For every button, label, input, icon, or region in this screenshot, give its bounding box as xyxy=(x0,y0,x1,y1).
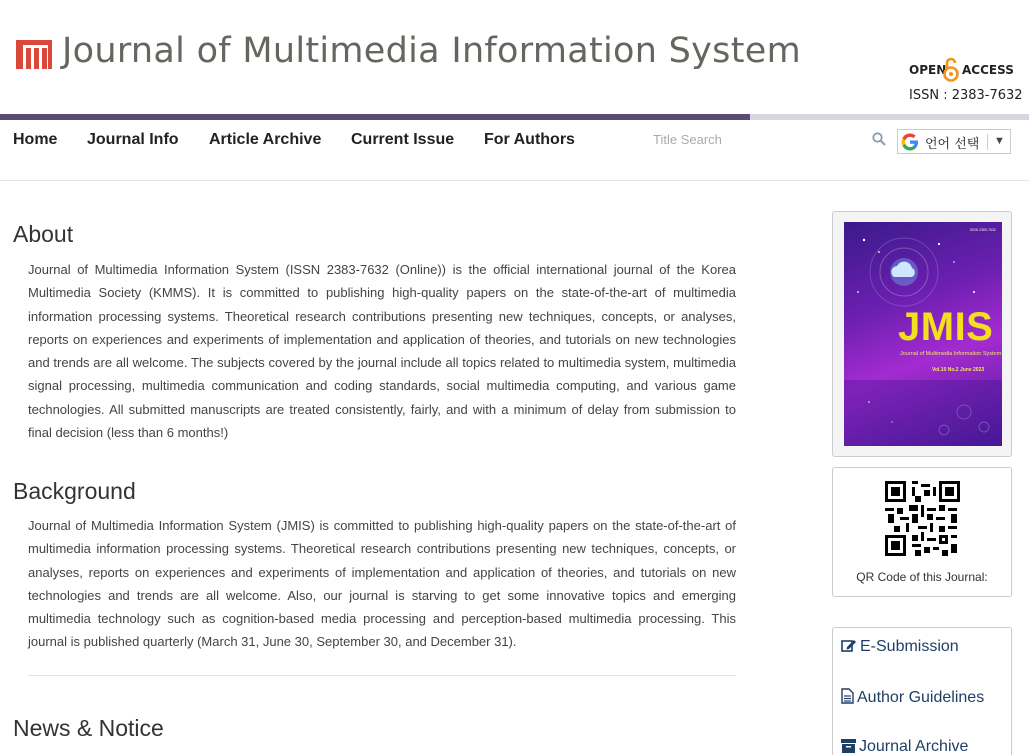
cover-subtitle: Journal of Multimedia Information System xyxy=(900,351,1002,357)
google-icon xyxy=(901,133,919,151)
nav-current-issue[interactable]: Current Issue xyxy=(351,131,455,148)
main-nav xyxy=(0,120,1029,181)
language-select-label: 언어 선택 xyxy=(925,137,980,152)
nav-article-archive[interactable]: Article Archive xyxy=(209,131,322,148)
open-access-badge xyxy=(909,57,1019,83)
open-access-right: ACCESS xyxy=(962,63,1014,77)
search-icon[interactable] xyxy=(872,132,886,146)
journal-cover-box[interactable] xyxy=(832,211,1012,457)
quick-links-box xyxy=(832,627,1012,755)
open-access-lock-icon xyxy=(942,57,960,82)
journal-cover-image[interactable] xyxy=(844,222,1002,446)
about-text: Journal of Multimedia Information System (ISSN 2383-7632 (Online)) is the official international journal of the Korea Multimedia Society (KMMS). It is committed to publishing high-quality papers on the state-of-the-art of multimedia information processing systems. Theoretical research contributions presenting new techniques, concepts, or analyses, reports on experiences and experiments of implementation and application of theories, and tutorials on new technologies and trends are all welcome. The subjects covered by the journal include all topics related to multimedia system, multimedia signal processing, multimedia communication and coding standards, social multimedia computing, and various game technologies. All submitted manuscripts are treated consistently, fairly, and with a minimum of delay from submission to final decision (less than 6 months!) xyxy=(28,262,736,441)
nav-journal-info[interactable]: Journal Info xyxy=(87,131,179,148)
edit-icon xyxy=(841,638,857,653)
journal-archive-label: Journal Archive xyxy=(859,738,969,755)
archive-icon xyxy=(841,739,856,753)
journal-title[interactable]: Journal of Multimedia Information System xyxy=(62,31,801,71)
jmis-logo-icon[interactable] xyxy=(16,40,52,69)
qr-code-box xyxy=(832,467,1012,597)
background-text: Journal of Multimedia Information System (JMIS) is committed to publishing high-quality papers on the state-of-the-art of multimedia information processing systems. Theoretical research contributions presenting new techniques, concepts, or analyses, reports on experiences and experiments of implementation and application of theories, and tutorials on new technologies and trends are all welcome. Also, our journal is starving to get some innovative topics and emerging multimedia technology such as cognition-based media processing and perception-based multimedia processing. This journal is published quarterly (March 31, June 30, September 30, and December 31). xyxy=(28,518,736,650)
language-select[interactable] xyxy=(897,129,1011,154)
open-access-left: OPEN xyxy=(909,63,947,77)
content-divider xyxy=(28,675,736,676)
nav-for-authors[interactable]: For Authors xyxy=(484,131,575,148)
file-icon xyxy=(841,688,854,704)
title-search-input[interactable] xyxy=(645,126,870,152)
author-guidelines-link[interactable] xyxy=(841,688,984,707)
about-heading: About xyxy=(13,221,74,247)
e-submission-label: E-Submission xyxy=(860,638,959,655)
cover-volume: Vol.10 No.2 June 2023 xyxy=(932,367,985,373)
caret-down-icon: ▼ xyxy=(994,135,1005,147)
nav-home[interactable]: Home xyxy=(13,131,58,148)
cover-issn: ISSN 2383-7632 xyxy=(970,228,996,232)
issn-label: ISSN : 2383-7632 xyxy=(909,88,1023,103)
qr-code-icon[interactable] xyxy=(885,481,960,556)
background-heading: Background xyxy=(13,478,136,504)
news-heading: News & Notice xyxy=(13,715,164,741)
language-select-divider xyxy=(987,134,988,150)
journal-archive-link[interactable] xyxy=(841,738,968,755)
qr-code-caption: QR Code of this Journal: xyxy=(856,570,988,584)
e-submission-link[interactable] xyxy=(841,638,959,656)
cover-brand: JMIS xyxy=(898,305,994,349)
site-header xyxy=(0,0,1029,115)
author-guidelines-label: Author Guidelines xyxy=(857,689,985,706)
